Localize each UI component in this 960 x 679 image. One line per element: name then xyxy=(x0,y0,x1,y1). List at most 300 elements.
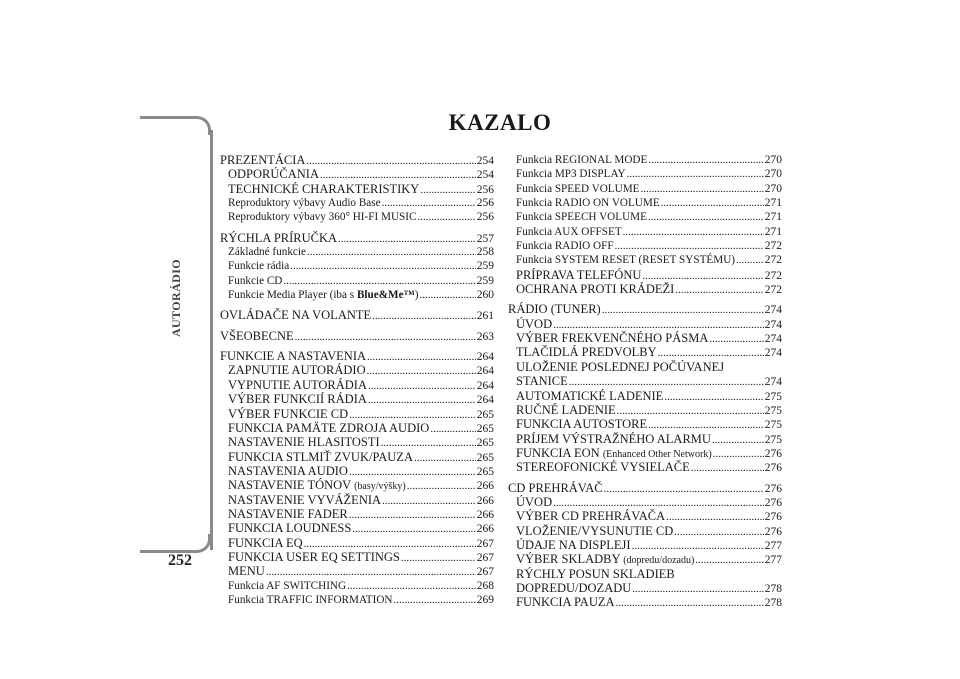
toc-entry-label xyxy=(228,421,429,435)
toc-entry-label xyxy=(228,392,367,406)
toc-entry-label xyxy=(220,153,305,167)
toc-entry-title: Funkcia SYSTEM RESET (RESET SYSTÉMU) xyxy=(516,254,736,267)
toc-entry-page: 270 xyxy=(764,154,782,166)
toc-leader-dots xyxy=(417,210,475,224)
toc-entry-page: 274 xyxy=(764,376,782,389)
toc-leader-dots xyxy=(691,461,764,475)
toc-entry-title: AUTOMATICKÉ LADENIE xyxy=(516,388,664,403)
toc-entry-page: 267 xyxy=(476,537,494,550)
toc-entry-page: 275 xyxy=(764,404,782,417)
toc-entry-page: 276 xyxy=(764,462,782,475)
toc-leader-dots xyxy=(349,508,476,522)
toc-leader-dots xyxy=(736,253,764,267)
toc-leader-dots xyxy=(414,451,476,465)
toc-entry-label xyxy=(228,435,380,449)
toc-entry-title: NASTAVENIE FADER xyxy=(228,506,348,521)
toc-entry[interactable] xyxy=(220,288,494,302)
toc-entry-title: Funkcia REGIONAL MODE xyxy=(516,154,648,166)
toc-entry-page: 274 xyxy=(764,347,782,360)
toc-entry-title: Reproduktory výbavy 360° HI-FI MUSIC xyxy=(228,211,417,224)
toc-leader-dots xyxy=(381,436,476,450)
toc-entry-title: Funkcie CD xyxy=(228,274,283,287)
toc-entry-page: 266 xyxy=(476,508,494,521)
toc-entry[interactable] xyxy=(220,521,494,535)
toc-entry-title: FUNKCIA PAMÄTE ZDROJA AUDIO xyxy=(228,420,430,435)
toc-entry-title: VÝBER FREKVENČNÉHO PÁSMA xyxy=(516,331,709,346)
toc-entry-page: 275 xyxy=(764,433,782,446)
toc-entry-continuation: RÝCHLY POSUN SKLADIEB xyxy=(516,566,675,581)
toc-entry-label xyxy=(516,432,711,446)
toc-entry[interactable] xyxy=(508,432,782,446)
toc-entry[interactable] xyxy=(220,435,494,449)
toc-entry-label xyxy=(516,389,663,403)
toc-entry[interactable] xyxy=(220,378,494,392)
toc-entry-page: 271 xyxy=(764,211,782,224)
toc-leader-dots xyxy=(394,593,476,607)
toc-entry-page: 272 xyxy=(764,240,782,253)
toc-entry-label xyxy=(516,282,674,296)
toc-entry[interactable] xyxy=(508,345,782,359)
toc-entry[interactable] xyxy=(220,245,494,259)
toc-entry-title: Funkcia TRAFFIC INFORMATION xyxy=(228,593,393,606)
toc-entry-label xyxy=(516,595,615,609)
toc-entry-label xyxy=(228,196,381,210)
toc-entry-title: FUNKCIA PAUZA xyxy=(516,595,615,610)
toc-entry-label xyxy=(228,245,306,259)
toc-entry-label xyxy=(228,521,351,535)
toc-entry-title: STANICE xyxy=(516,374,568,389)
toc-leader-dots xyxy=(290,259,476,273)
toc-leader-dots xyxy=(658,346,764,360)
toc-leader-dots xyxy=(283,274,475,288)
toc-entry-label xyxy=(228,464,348,478)
toc-entry-label xyxy=(220,329,294,343)
toc-entry-label xyxy=(516,268,641,282)
toc-leader-dots xyxy=(664,390,763,404)
toc-entry-label xyxy=(516,239,614,253)
toc-entry-label xyxy=(228,259,289,273)
toc-entry[interactable] xyxy=(220,564,494,578)
toc-entry[interactable] xyxy=(508,374,782,388)
toc-entry[interactable] xyxy=(508,389,782,403)
toc-entry-title: ÚDAJE NA DISPLEJI xyxy=(516,537,631,552)
toc-entry-title: PRÍPRAVA TELEFÓNU xyxy=(516,267,642,282)
toc-entry-label xyxy=(228,536,303,550)
toc-leader-dots xyxy=(382,196,476,210)
toc-leader-dots xyxy=(632,539,764,553)
toc-leader-dots xyxy=(420,183,475,197)
toc-entry-label xyxy=(516,417,647,431)
toc-entry[interactable] xyxy=(220,153,494,167)
toc-entry-page: 265 xyxy=(476,451,494,464)
toc-entry-page: 272 xyxy=(764,254,782,267)
toc-entry-label xyxy=(228,564,265,578)
toc-leader-dots xyxy=(382,494,476,508)
toc-leader-dots xyxy=(320,168,476,182)
toc-entry[interactable] xyxy=(508,417,782,431)
toc-leader-dots xyxy=(569,375,764,389)
margin-vertical-rule xyxy=(210,130,213,550)
toc-entry[interactable] xyxy=(508,302,782,316)
toc-entry-page: 276 xyxy=(764,511,782,524)
toc-entry-page: 277 xyxy=(764,539,782,552)
toc-entry-title: FUNKCIA STLMIŤ ZVUK/PAUZA xyxy=(228,449,413,464)
toc-entry[interactable] xyxy=(508,495,782,509)
toc-leader-dots xyxy=(368,379,476,393)
toc-leader-dots xyxy=(640,182,763,196)
toc-entry-title: FUNKCIA EQ xyxy=(228,535,303,550)
toc-leader-dots xyxy=(349,408,476,422)
toc-leader-dots xyxy=(304,537,476,551)
toc-entry[interactable] xyxy=(220,308,494,322)
toc-entry-page: 256 xyxy=(476,197,494,210)
chapter-side-label-text: AUTORÁDIO xyxy=(169,258,183,338)
toc-leader-dots xyxy=(553,496,764,510)
toc-entry-continuation: ULOŽENIE POSLEDNEJ POČÚVANEJ xyxy=(516,359,725,374)
toc-entry-title: VÝBER FUNKCIE CD xyxy=(228,406,349,421)
toc-entry-title: Funkcia RADIO OFF xyxy=(516,240,614,253)
toc-entry-label xyxy=(228,288,418,302)
toc-entry-title: MENU xyxy=(228,564,265,579)
toc-leader-dots xyxy=(615,239,764,253)
toc-entry-title: VLOŽENIE/VYSUNUTIE CD xyxy=(516,523,674,538)
toc-entry-label xyxy=(228,550,400,564)
toc-column-right xyxy=(508,153,782,610)
toc-entry-page: 266 xyxy=(476,523,494,536)
toc-entry-title: Reproduktory výbavy Audio Base xyxy=(228,197,381,210)
toc-leader-dots xyxy=(642,269,763,283)
toc-entry[interactable] xyxy=(508,481,782,495)
toc-entry-page: 266 xyxy=(476,480,494,493)
toc-entry[interactable] xyxy=(220,450,494,464)
toc-entry-page: 265 xyxy=(476,437,494,450)
margin-top-rule xyxy=(140,116,211,135)
toc-entry-title: VÝBER SKLADBY xyxy=(516,552,624,567)
toc-entry[interactable] xyxy=(508,182,782,196)
toc-entry-page: 254 xyxy=(476,169,494,182)
toc-entry-label xyxy=(228,363,366,377)
toc-entry-label xyxy=(228,182,419,196)
toc-entry[interactable] xyxy=(220,579,494,593)
toc-entry-label xyxy=(220,231,337,245)
toc-entry[interactable] xyxy=(508,239,782,253)
toc-entry-page: 270 xyxy=(764,168,782,181)
toc-leader-dots xyxy=(352,522,475,536)
toc-entry[interactable] xyxy=(508,403,782,417)
toc-entry-page: 276 xyxy=(764,525,782,538)
toc-entry-title: RUČNÉ LADENIE xyxy=(516,402,616,417)
toc-entry-label xyxy=(516,403,616,417)
toc-entry-label xyxy=(516,460,690,474)
toc-leader-dots xyxy=(401,551,476,565)
toc-leader-dots xyxy=(666,510,764,524)
toc-entry[interactable] xyxy=(508,538,782,552)
toc-entry-page: 267 xyxy=(476,566,494,579)
toc-entry-page: 265 xyxy=(476,408,494,421)
toc-entry-title: Funkcia RADIO ON VOLUME xyxy=(516,197,660,210)
toc-entry-title: ZAPNUTIE AUTORÁDIO xyxy=(228,363,366,378)
toc-entry-label xyxy=(228,378,367,392)
toc-entry-note: (Enhanced Other Network) xyxy=(602,448,712,460)
toc-entry[interactable] xyxy=(508,196,782,210)
toc-entry[interactable] xyxy=(220,593,494,607)
toc-entry[interactable] xyxy=(220,329,494,343)
toc-entry[interactable] xyxy=(220,259,494,273)
toc-leader-dots xyxy=(419,288,475,302)
toc-entry-label xyxy=(516,495,552,509)
chapter-side-label xyxy=(169,258,183,338)
toc-entry-title: VÝBER FUNKCIÍ RÁDIA xyxy=(228,392,367,407)
toc-entry-title: Funkcia MP3 DISPLAY xyxy=(516,168,626,181)
toc-entry-page: 254 xyxy=(476,155,494,167)
toc-entry-page: 271 xyxy=(764,225,782,238)
toc-entry-title: NASTAVENIA AUDIO xyxy=(228,463,348,478)
toc-entry-title: NASTAVENIE TÓNOV xyxy=(228,478,355,493)
toc-entry-label xyxy=(228,274,282,288)
toc-entry[interactable] xyxy=(508,282,782,296)
toc-entry[interactable] xyxy=(508,210,782,224)
toc-entry-title: ÚVOD xyxy=(516,316,553,331)
toc-entry-page: 256 xyxy=(476,211,494,224)
toc-entry-title: FUNKCIA EON xyxy=(516,445,603,460)
toc-leader-dots xyxy=(349,465,476,479)
toc-entry-title: FUNKCIA AUTOSTORE xyxy=(516,417,648,432)
toc-entry[interactable] xyxy=(508,595,782,609)
toc-leader-dots xyxy=(338,232,476,246)
toc-entry-page: 263 xyxy=(476,330,494,343)
toc-leader-dots xyxy=(307,245,476,259)
toc-entry[interactable] xyxy=(220,464,494,478)
toc-entry-title: Funkcie Media Player (iba s xyxy=(228,289,357,302)
toc-entry-label xyxy=(516,182,639,196)
toc-entry-page: 267 xyxy=(476,551,494,564)
toc-entry-title: VYPNUTIE AUTORÁDIA xyxy=(228,377,368,392)
toc-entry-page: 276 xyxy=(764,447,782,460)
toc-entry-label xyxy=(228,593,393,607)
toc-entry-page: 256 xyxy=(476,183,494,196)
toc-entry-title: RÁDIO (TUNER) xyxy=(508,302,601,317)
toc-entry[interactable] xyxy=(220,493,494,507)
toc-entry-title: VŠEOBECNE xyxy=(220,328,294,343)
toc-entry-label xyxy=(228,167,319,181)
toc-entry[interactable] xyxy=(508,509,782,523)
toc-leader-dots xyxy=(695,553,763,567)
toc-entry-label xyxy=(508,302,601,316)
toc-entry-label xyxy=(508,481,603,495)
toc-entry[interactable] xyxy=(508,331,782,345)
toc-entry-note: (dopredu/dozadu) xyxy=(623,555,695,567)
toc-column-left xyxy=(220,153,494,607)
toc-entry[interactable] xyxy=(508,225,782,239)
toc-leader-dots xyxy=(266,565,476,579)
toc-entry-label xyxy=(516,317,552,331)
toc-entry-label xyxy=(516,253,735,267)
toc-entry-brand: Blue&Me™ xyxy=(356,289,415,302)
toc-leader-dots xyxy=(648,418,764,432)
toc-entry-title: Funkcia AUX OFFSET xyxy=(516,225,622,238)
toc-entry-page: 265 xyxy=(476,422,494,435)
toc-entry-title: TECHNICKÉ CHARAKTERISTIKY xyxy=(228,181,420,196)
toc-entry-title: NASTAVENIE HLASITOSTI xyxy=(228,435,380,450)
toc-entry[interactable] xyxy=(220,363,494,377)
toc-entry-label xyxy=(228,210,416,224)
toc-entry-title: Základné funkcie xyxy=(228,246,306,259)
toc-entry-label xyxy=(516,167,626,181)
toc-entry[interactable] xyxy=(508,446,782,460)
toc-entry-label xyxy=(516,210,647,224)
toc-entry[interactable] xyxy=(220,507,494,521)
toc-entry-page: 258 xyxy=(476,246,494,259)
toc-entry[interactable] xyxy=(220,274,494,288)
toc-entry-title: OVLÁDAČE NA VOLANTE xyxy=(220,308,372,323)
toc-entry-page: 274 xyxy=(764,333,782,346)
toc-entry[interactable] xyxy=(220,392,494,406)
toc-leader-dots xyxy=(553,318,764,332)
toc-entry-page: 257 xyxy=(476,232,494,245)
toc-entry[interactable] xyxy=(220,231,494,245)
toc-entry-page: 270 xyxy=(764,182,782,195)
toc-entry[interactable] xyxy=(220,536,494,550)
toc-entry-title: Funkcia SPEED VOLUME xyxy=(516,182,640,195)
toc-entry-page: 265 xyxy=(476,465,494,478)
toc-leader-dots xyxy=(627,167,764,181)
toc-entry[interactable] xyxy=(220,407,494,421)
toc-leader-dots xyxy=(430,422,475,436)
toc-entry[interactable] xyxy=(220,210,494,224)
toc-entry-page: 264 xyxy=(476,379,494,392)
toc-leader-dots xyxy=(632,582,763,596)
toc-entry-label xyxy=(516,153,647,167)
page-title: KAZALO xyxy=(448,110,552,135)
toc-leader-dots xyxy=(709,332,763,346)
toc-entry-title: FUNKCIE A NASTAVENIA xyxy=(220,349,367,364)
toc-entry-page: 259 xyxy=(476,274,494,287)
toc-entry-page: 274 xyxy=(764,304,782,317)
toc-entry[interactable] xyxy=(508,317,782,331)
toc-entry-page: 261 xyxy=(476,310,494,323)
toc-entry-page: 266 xyxy=(476,494,494,507)
toc-entry-title: ODPORÚČANIA xyxy=(228,167,319,182)
toc-entry-title: FUNKCIA USER EQ SETTINGS xyxy=(228,549,400,564)
toc-entry-page: 264 xyxy=(476,365,494,378)
toc-entry-page: 264 xyxy=(476,394,494,407)
toc-entry-title: CD PREHRÁVAČ xyxy=(508,480,603,495)
toc-leader-dots xyxy=(616,596,764,610)
toc-entry-page: 269 xyxy=(476,593,494,606)
toc-entry[interactable] xyxy=(220,167,494,181)
toc-entry-page: 276 xyxy=(764,482,782,495)
toc-entry-title: Funkcia AF SWITCHING xyxy=(228,579,347,592)
toc-entry[interactable] xyxy=(508,460,782,474)
toc-entry-title: Funkcie rádia xyxy=(228,260,290,273)
toc-entry-page: 278 xyxy=(764,597,782,610)
toc-entry-page: 275 xyxy=(764,419,782,432)
toc-leader-dots xyxy=(306,154,475,168)
toc-entry[interactable] xyxy=(220,421,494,435)
toc-leader-dots xyxy=(368,393,476,407)
toc-entry-page: 264 xyxy=(476,351,494,364)
toc-entry[interactable] xyxy=(508,552,782,566)
toc-entry-label xyxy=(228,450,413,464)
toc-leader-dots xyxy=(674,525,763,539)
toc-entry-page: 271 xyxy=(764,197,782,210)
toc-entry-title: DOPREDU/DOZADU xyxy=(516,580,632,595)
toc-entry[interactable] xyxy=(508,167,782,181)
toc-entry-title: PRÍJEM VÝSTRAŽNÉHO ALARMU xyxy=(516,431,711,446)
toc-entry-label xyxy=(516,581,631,595)
toc-entry-label xyxy=(516,524,673,538)
toc-entry[interactable] xyxy=(508,268,782,282)
toc-leader-dots xyxy=(604,482,764,496)
toc-entry[interactable] xyxy=(508,581,782,595)
toc-entry-page: 260 xyxy=(476,289,494,302)
toc-entry[interactable] xyxy=(220,196,494,210)
toc-entry-label xyxy=(516,509,665,523)
toc-leader-dots xyxy=(367,350,476,364)
toc-entry-page: 272 xyxy=(764,284,782,297)
page-number: 252 xyxy=(168,552,192,569)
toc-entry-title: Funkcia SPEECH VOLUME xyxy=(516,211,647,224)
toc-entry-page: 276 xyxy=(764,496,782,509)
toc-entry-label xyxy=(228,493,381,507)
toc-entry-note: (basy/výšky) xyxy=(354,481,406,493)
toc-leader-dots xyxy=(407,479,476,493)
toc-entry-title: TLAČIDLÁ PREDVOLBY xyxy=(516,345,657,360)
toc-entry-label xyxy=(220,308,371,322)
toc-entry-label xyxy=(516,331,708,345)
toc-entry-page: 277 xyxy=(764,554,782,567)
toc-entry-title: VÝBER CD PREHRÁVAČA xyxy=(516,509,666,524)
toc-entry-page: 268 xyxy=(476,579,494,592)
toc-leader-dots xyxy=(712,433,764,447)
toc-entry-label xyxy=(516,225,622,239)
toc-entry-label xyxy=(220,349,366,363)
toc-leader-dots xyxy=(713,447,764,461)
toc-entry-page: 278 xyxy=(764,582,782,595)
toc-entry-title: OCHRANA PROTI KRÁDEŽI xyxy=(516,282,675,297)
toc-entry[interactable] xyxy=(220,478,494,492)
toc-leader-dots xyxy=(675,283,763,297)
toc-entry[interactable] xyxy=(220,182,494,196)
toc-entry[interactable] xyxy=(508,153,782,167)
toc-entry-page: 259 xyxy=(476,260,494,273)
toc-entry[interactable] xyxy=(508,524,782,538)
toc-leader-dots xyxy=(367,364,476,378)
toc-leader-dots xyxy=(602,303,764,317)
toc-entry-label xyxy=(228,507,348,521)
toc-entry-title: PREZENTÁCIA xyxy=(220,153,306,167)
toc-entry[interactable] xyxy=(220,550,494,564)
toc-entry-page: 275 xyxy=(764,390,782,403)
toc-leader-dots xyxy=(648,210,764,224)
toc-leader-dots xyxy=(661,196,764,210)
toc-entry-title: FUNKCIA LOUDNESS xyxy=(228,521,352,536)
toc-leader-dots xyxy=(648,153,763,167)
toc-entry-title: RÝCHLA PRÍRUČKA xyxy=(220,230,338,245)
toc-leader-dots xyxy=(617,404,764,418)
toc-entry-title: ÚVOD xyxy=(516,494,553,509)
toc-entry-title: NASTAVENIE VYVÁŽENIA xyxy=(228,492,382,507)
toc-entry-page: 274 xyxy=(764,318,782,331)
toc-leader-dots xyxy=(372,309,476,323)
toc-entry-label xyxy=(228,407,348,421)
toc-entry-label xyxy=(516,538,631,552)
toc-leader-dots xyxy=(347,579,476,593)
toc-entry-page: 272 xyxy=(764,269,782,282)
toc-leader-dots xyxy=(295,330,476,344)
toc-entry[interactable] xyxy=(220,349,494,363)
toc-entry[interactable] xyxy=(508,253,782,267)
